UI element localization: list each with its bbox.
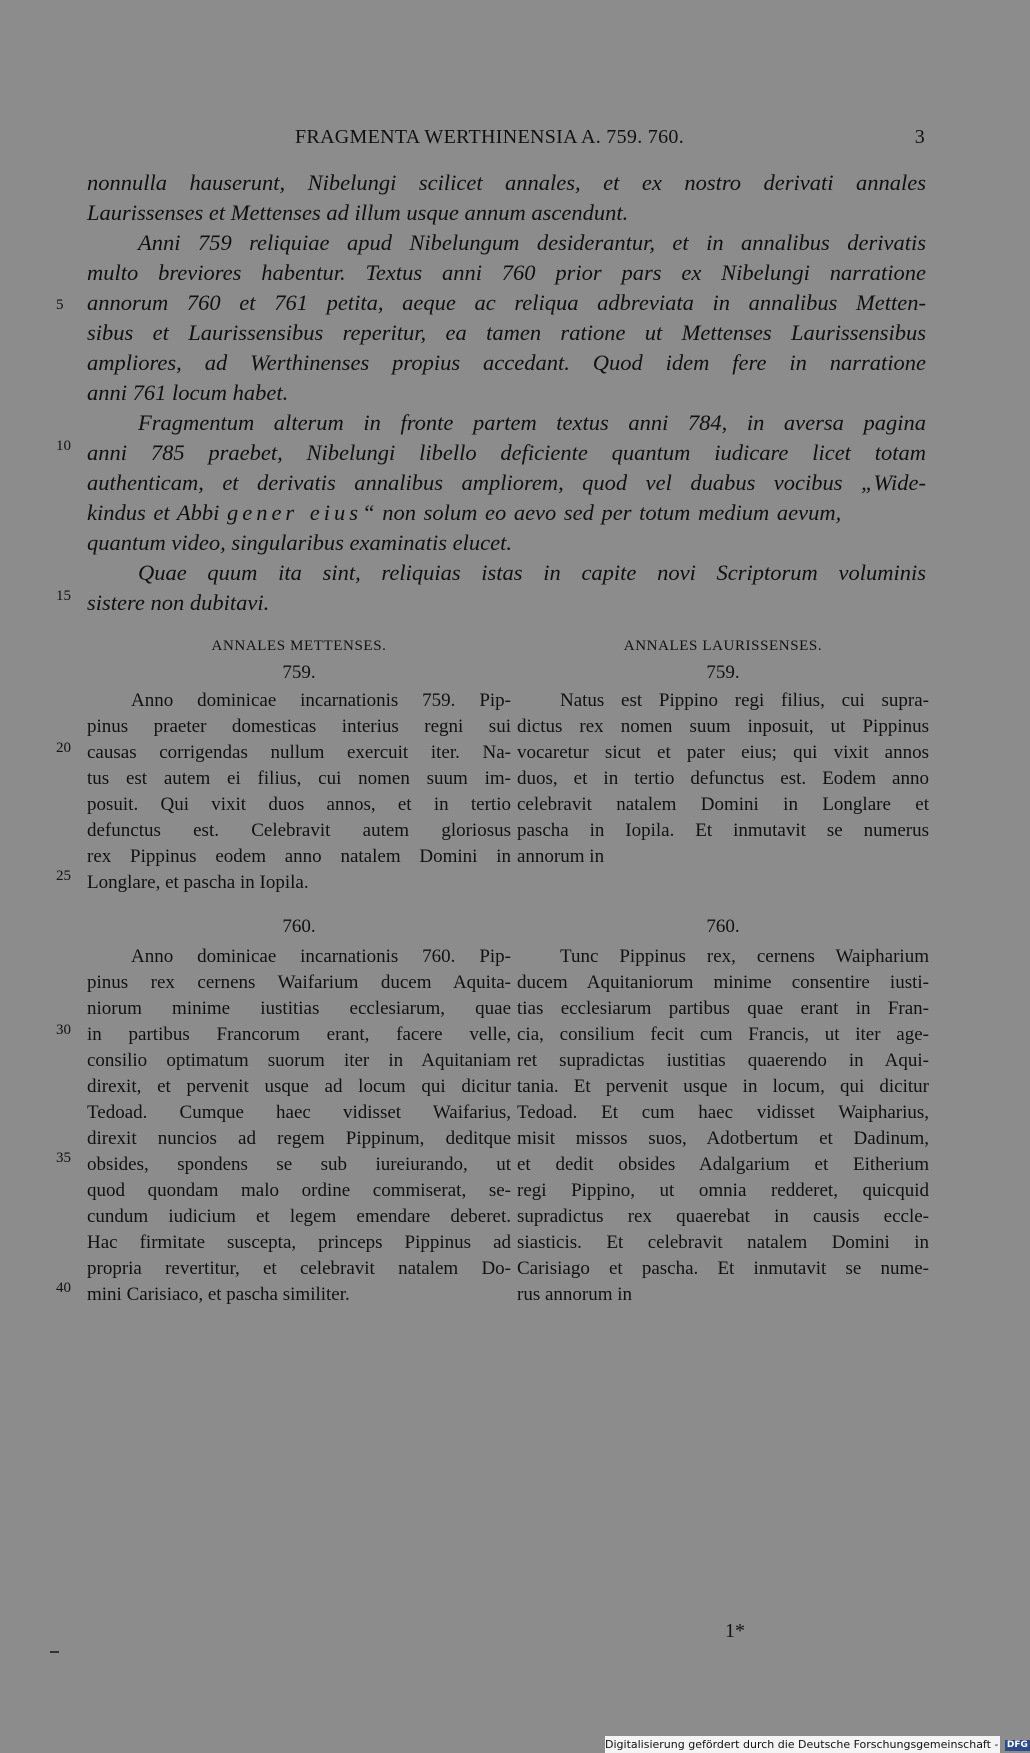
line-number: 40	[56, 1280, 71, 1296]
text-line: propria revertitur, et celebravit natalem Do-	[87, 1258, 511, 1279]
margin-mark	[50, 1651, 59, 1653]
intro-line: ampliores, ad Werthinenses propius accedant. Quod idem fere in narratione	[87, 350, 926, 375]
text-line: Tunc Pippinus rex, cernens Waipharium	[560, 946, 929, 967]
text-line: rus annorum in	[517, 1284, 633, 1305]
text-line: Longlare, et pascha in Iopila.	[87, 872, 309, 893]
year-heading: 759.	[706, 662, 740, 683]
text-line: siasticis. Et celebravit natalem Domini in	[517, 1232, 929, 1253]
text-line: regi Pippino, ut omnia redderet, quicquid	[517, 1180, 929, 1201]
laurissenses-heading: ANNALES LAURISSENSES.	[623, 638, 823, 654]
text-line: obsides, spondens se sub iureiurando, ut	[87, 1154, 511, 1175]
text-line: ret supradictas iustitias quaerendo in Aqui-	[517, 1050, 929, 1071]
running-head	[90, 126, 925, 156]
intro-line: sibus et Laurissensibus reperitur, ea tamen ratione ut Mettenses Laurissensibus	[87, 320, 926, 345]
text-line: Tedoad. Et cum haec vidisset Waipharius,	[517, 1102, 929, 1123]
intro-line: anni 785 praebet, Nibelungi libello deficiente quantum iudicare licet totam	[87, 440, 926, 465]
text-line: dictus rex nomen suum inposuit, ut Pippinus	[517, 716, 929, 737]
text-line: direxit, et pervenit usque ad locum qui dicitur	[87, 1076, 511, 1097]
credit-text: Digitalisierung gefördert durch die Deutsche Forschungsgemeinschaft -	[605, 1738, 999, 1751]
text-line: Anno dominicae incarnationis 760. Pip-	[131, 946, 511, 967]
text-line: tania. Et pervenit usque in locum, qui dicitur	[517, 1076, 929, 1097]
text-line: direxit nuncios ad regem Pippinum, deditque	[87, 1128, 511, 1149]
spaced-words: gener eius	[226, 500, 363, 525]
intro-line-part: kindus et Abbi	[87, 500, 227, 525]
text-line: annorum in	[517, 846, 605, 867]
text-line: Anno dominicae incarnationis 759. Pip-	[131, 690, 511, 711]
line-number: 20	[56, 740, 71, 756]
year-heading: 760.	[282, 916, 316, 937]
text-line: tias ecclesiarum partibus quae erant in Fran-	[517, 998, 929, 1019]
text-line: niorum minime iustitias ecclesiarum, quae	[87, 998, 511, 1019]
line-number: 15	[56, 588, 71, 604]
text-line: duos, et in tertio defunctus est. Eodem anno	[517, 768, 929, 789]
intro-line: Fragmentum alterum in fronte partem textus anni 784, in aversa pagina	[138, 410, 926, 435]
intro-line: authenticam, et derivatis annalibus ampliorem, quod vel duabus vocibus „Wide-	[87, 470, 926, 495]
line-number: 10	[56, 438, 71, 454]
text-line: Hac firmitate suscepta, princeps Pippinus ad	[87, 1232, 511, 1253]
line-number: 25	[56, 868, 71, 884]
line-number: 35	[56, 1150, 71, 1166]
line-number: 5	[56, 297, 64, 313]
intro-line: Quae quum ita sint, reliquias istas in capite novi Scriptorum voluminis	[138, 560, 926, 585]
running-title: FRAGMENTA WERTHINENSIA A. 759. 760.	[295, 126, 685, 148]
text-line: rex Pippinus eodem anno natalem Domini in	[87, 846, 511, 867]
text-line: pinus praeter domesticas interius regni sui	[87, 716, 511, 737]
text-line: et dedit obsides Adalgarium et Eitherium	[517, 1154, 929, 1175]
year-heading: 759.	[282, 662, 316, 683]
intro-line: nonnulla hauserunt, Nibelungi scilicet annales, et ex nostro derivati annales	[87, 170, 926, 195]
text-line: mini Carisiaco, et pascha similiter.	[87, 1284, 350, 1305]
signature-mark: 1*	[725, 1620, 745, 1642]
text-line: misit missos suos, Adotbertum et Dadinum,	[517, 1128, 929, 1149]
intro-line: multo breviores habentur. Textus anni 760 prior pars ex Nibelungi narratione	[87, 260, 926, 285]
intro-line: Anni 759 reliquiae apud Nibelungum desiderantur, et in annalibus derivatis	[138, 230, 926, 255]
dfg-logo: DFG	[1006, 1739, 1028, 1750]
intro-line: quantum video, singularibus examinatis elucet.	[87, 530, 512, 555]
text-line: cundum iudicium et legem emendare deberet.	[87, 1206, 511, 1227]
text-line: posuit. Qui vixit duos annos, et in tertio	[87, 794, 511, 815]
text-line: defunctus est. Celebravit autem gloriosus	[87, 820, 511, 841]
text-line: consilio optimatum suorum iter in Aquitaniam	[87, 1050, 511, 1071]
text-line: supradictus rex quaerebat in causis eccle-	[517, 1206, 929, 1227]
text-line: tus est autem ei filius, cui nomen suum im-	[87, 768, 511, 789]
text-line: quod quondam malo ordine commiserat, se-	[87, 1180, 511, 1201]
text-line: cia, consilium fecit cum Francis, ut iter age-	[517, 1024, 929, 1045]
intro-line	[87, 498, 926, 528]
text-line: pascha in Iopila. Et inmutavit se numerus	[517, 820, 929, 841]
text-line: pinus rex cernens Waifarium ducem Aquita-	[87, 972, 511, 993]
mettenses-heading: ANNALES METTENSES.	[211, 638, 387, 654]
page-number: 3	[914, 126, 925, 148]
intro-line: Laurissenses et Mettenses ad illum usque annum ascendunt.	[87, 200, 629, 225]
text-line: vocaretur sicut et pater eius; qui vixit annos	[517, 742, 929, 763]
digitization-credit	[605, 1736, 1028, 1753]
text-line: Tedoad. Cumque haec vidisset Waifarius,	[87, 1102, 511, 1123]
intro-line: anni 761 locum habet.	[87, 380, 289, 405]
text-line: Natus est Pippino regi filius, cui supra-	[560, 690, 929, 711]
intro-line: sistere non dubitavi.	[87, 590, 270, 615]
text-line: in partibus Francorum erant, facere velle,	[87, 1024, 511, 1045]
line-number: 30	[56, 1022, 71, 1038]
text-line: Carisiago et pascha. Et inmutavit se nume-	[517, 1258, 929, 1279]
text-line: celebravit natalem Domini in Longlare et	[517, 794, 929, 815]
text-line: causas corrigendas nullum exercuit iter. Na-	[87, 742, 511, 763]
year-heading: 760.	[706, 916, 740, 937]
text-line: ducem Aquitaniorum minime consentire iusti-	[517, 972, 929, 993]
intro-line-part: “ non solum eo aevo sed per totum medium aevum,	[362, 500, 842, 525]
intro-line: annorum 760 et 761 petita, aeque ac reliqua adbreviata in annalibus Metten-	[87, 290, 926, 315]
